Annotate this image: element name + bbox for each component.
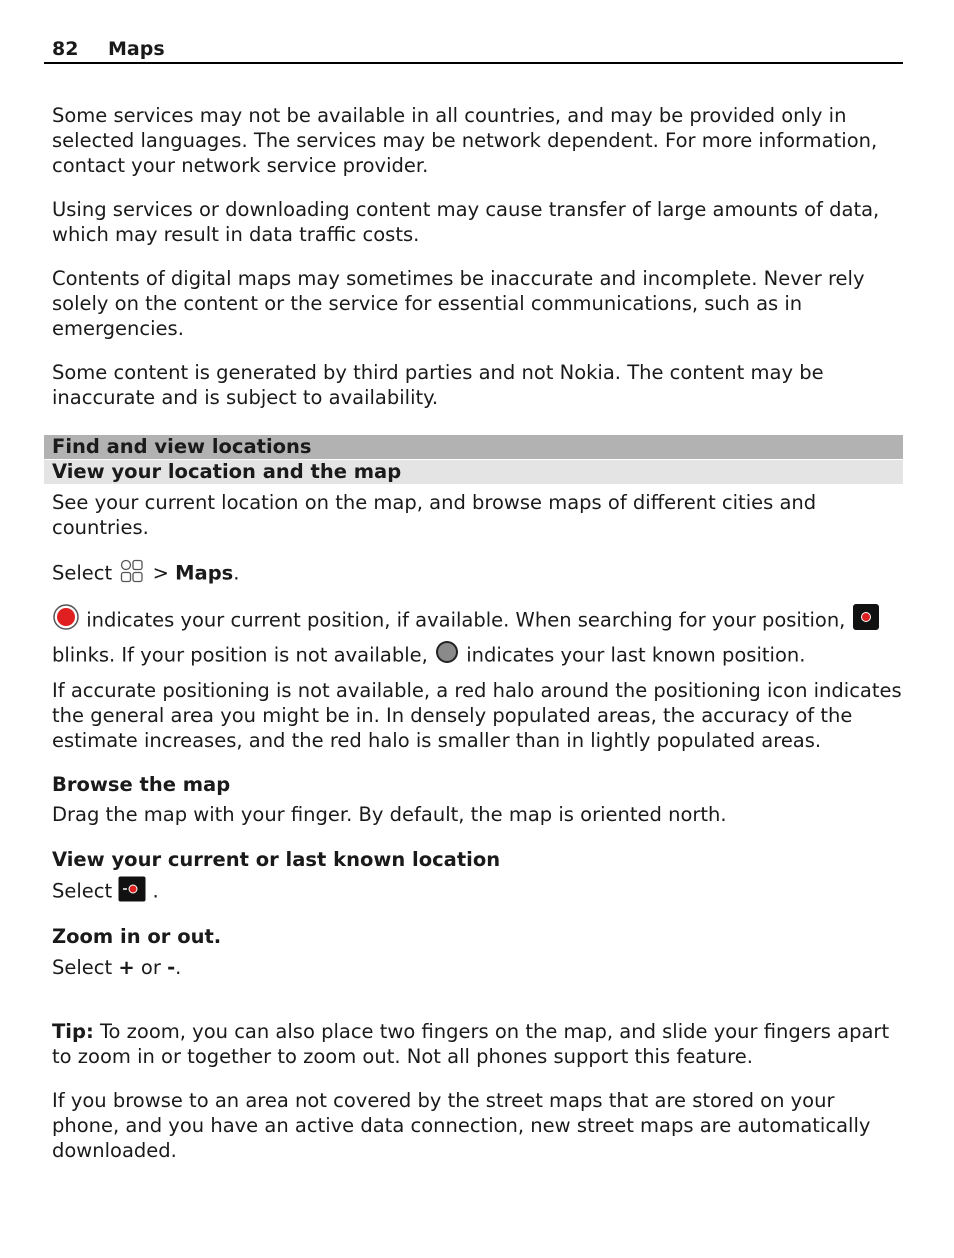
tip-text: To zoom, you can also place two fingers on the map, and slide your fingers apart to zoom in or together to zoom out. Not all phones support this feature.: [52, 1020, 890, 1068]
street-maps-paragraph: If you browse to an area not covered by the street maps that are stored on your phone, and you have an active data connection, new street maps are automatically downloaded.: [52, 1089, 871, 1162]
zoom-heading: Zoom in or out.: [52, 925, 222, 948]
zoom-minus: -: [167, 956, 176, 979]
locate-button-icon: [118, 876, 146, 908]
red-position-dot-icon: [52, 603, 80, 639]
browse-map-heading: Browse the map: [52, 773, 231, 796]
intro-paragraph-2: Using services or downloading content may cause transfer of large amounts of data, which may result in data traffic costs.: [52, 198, 880, 246]
tip-label: Tip:: [52, 1020, 94, 1043]
view-select-end: .: [146, 879, 159, 903]
section-title: Find and view locations: [52, 435, 312, 458]
select-label: Select: [52, 561, 113, 585]
select-maps-line: [52, 558, 902, 590]
page-header: [44, 36, 903, 64]
select-end: .: [233, 561, 240, 585]
section-heading: [44, 435, 903, 459]
zoom-select-label: Select: [52, 956, 119, 979]
chapter-title: Maps: [108, 38, 165, 60]
page-number: 82: [52, 38, 79, 60]
intro-paragraph-1: Some services may not be available in all countries, and may be provided only in selected languages. The services may be network dependent. For more information, contact your network service provider.: [52, 104, 878, 177]
select-separator: >: [146, 561, 176, 585]
view-location-line: [52, 876, 902, 908]
position-paragraph: [52, 603, 902, 673]
position-text-1: indicates your current position, if available. When searching for your position,: [80, 608, 852, 632]
position-text-3: indicates your last known position.: [460, 643, 806, 667]
zoom-or: or: [134, 956, 168, 979]
subsection-heading: [44, 460, 903, 484]
tip-paragraph: [52, 1019, 902, 1069]
position-text-2: blinks. If your position is not available,: [52, 643, 435, 667]
view-location-heading: View your current or last known location: [52, 848, 501, 871]
menu-grid-icon: [118, 558, 146, 590]
see-location-paragraph: See your current location on the map, and browse maps of different cities and countries.: [52, 491, 817, 539]
intro-paragraph-4: Some content is generated by third parties and not Nokia. The content may be inaccurate and is subject to availability.: [52, 361, 824, 409]
zoom-line: [52, 955, 902, 980]
zoom-end: .: [175, 956, 182, 979]
subsection-title: View your location and the map: [52, 460, 402, 483]
grey-position-dot-icon: [434, 639, 460, 673]
view-select-label: Select: [52, 879, 119, 903]
intro-paragraph-3: Contents of digital maps may sometimes be inaccurate and incomplete. Never rely solely on the content or the service for essential communications, such as in emergencies.: [52, 267, 865, 340]
maps-target: Maps: [175, 561, 234, 585]
halo-paragraph: If accurate positioning is not available, a red halo around the positioning icon indicates the general area you might be in. In densely populated areas, the accuracy of the estimate increases, and the red halo is smaller than in lightly populated areas.: [52, 679, 902, 752]
zoom-plus: +: [118, 956, 135, 979]
blinking-position-icon: [852, 603, 880, 639]
browse-map-text: Drag the map with your finger. By default, the map is oriented north.: [52, 803, 727, 826]
